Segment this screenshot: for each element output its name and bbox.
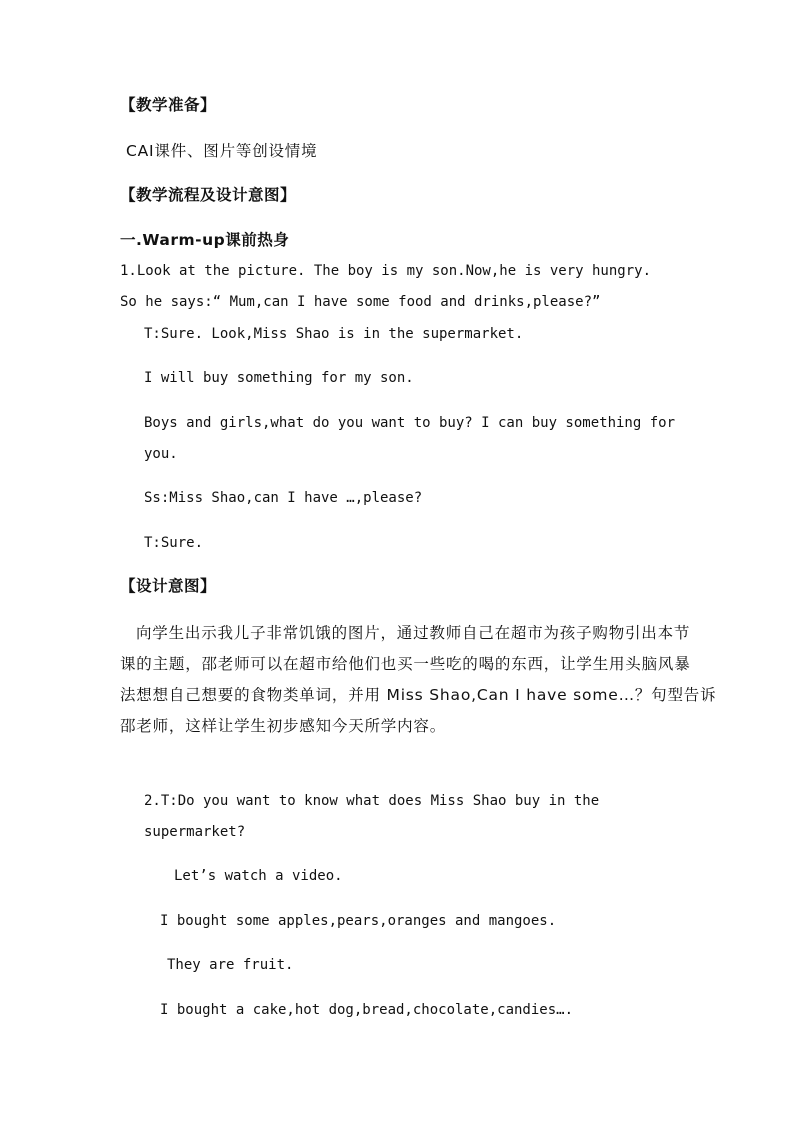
subheading-warm-up: 一.Warm-up课前热身 xyxy=(120,231,290,249)
step2-line4: They are fruit. xyxy=(167,957,294,973)
step2-line2: Let’s watch a video. xyxy=(174,868,343,884)
step2-line1a: 2.T:Do you want to know what does Miss Shao buy in the xyxy=(144,793,600,809)
step1-line5b: you. xyxy=(144,446,178,462)
design-paragraph-line3: 法想想自己想要的食物类单词，并用 Miss Shao,Can I have some…？句型告诉 xyxy=(120,686,717,704)
step2-line1b: supermarket? xyxy=(144,824,246,840)
preparation-content: CAI课件、图片等创设情境 xyxy=(126,142,318,160)
design-paragraph-line4: 邵老师，这样让学生初步感知今天所学内容。 xyxy=(120,717,447,735)
step1-line1: 1.Look at the picture. The boy is my son.Now,he is very hungry. xyxy=(120,263,652,279)
design-paragraph-line1: 向学生出示我儿子非常饥饿的图片，通过教师自己在超市为孩子购物引出本节 xyxy=(136,624,691,642)
heading-teaching-flow: 【教学流程及设计意图】 xyxy=(120,186,297,204)
step1-line6: Ss:Miss Shao,can I have …,please? xyxy=(144,490,423,506)
step1-line3: T:Sure. Look,Miss Shao is in the supermarket. xyxy=(144,326,524,342)
step1-line2: So he says:“ Mum,can I have some food and drinks,please?” xyxy=(120,294,601,310)
step1-line4: I will buy something for my son. xyxy=(144,370,414,386)
design-paragraph-line2: 课的主题，邵老师可以在超市给他们也买一些吃的喝的东西，让学生用头脑风暴 xyxy=(120,655,691,673)
step1-line7: T:Sure. xyxy=(144,535,204,551)
step2-line3: I bought some apples,pears,oranges and mangoes. xyxy=(160,913,557,929)
step2-line5: I bought a cake,hot dog,bread,chocolate,candies…. xyxy=(160,1002,574,1018)
step1-line5a: Boys and girls,what do you want to buy? I can buy something for xyxy=(144,415,676,431)
heading-teaching-preparation: 【教学准备】 xyxy=(120,96,217,114)
heading-design-intent: 【设计意图】 xyxy=(120,577,217,595)
